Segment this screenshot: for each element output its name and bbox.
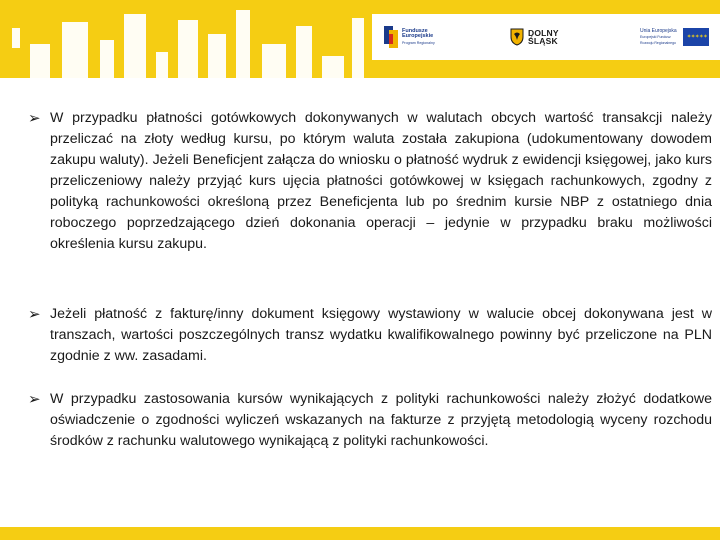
decorative-shape xyxy=(124,14,146,78)
bullet-item xyxy=(28,108,712,255)
ue-logo-line2: Europejski Fundusz xyxy=(640,34,671,39)
decorative-shape xyxy=(208,34,226,78)
bullet-text: W przypadku płatności gotówkowych dokonywanych w walutach obcych wartość transakcji należy przeliczać na złoty według kursu, po którym waluta została zakupiona (udokumentowany dowodem zakupu waluty). Jeżeli Beneficjent załącza do wniosku o płatność wydruk z ewidencji księgowej, jako kurs przeliczeniowy należy przyjąć kurs ujęcia płatności gotówkowej w księgach rachunkowych, zgodny z polityką rachunkowości określoną przez Beneficjenta lub po średnim kursie NBP z ostatniego dnia roboczego poprzedzającego dzień dokonania operacji – jedynie w przypadku braku możliwości określenia kursu zakupu. xyxy=(50,110,712,252)
logo-strip xyxy=(372,14,720,60)
ue-logo-line3: Rozwoju Regionalnego xyxy=(640,40,676,45)
arrow-bullet-icon: ➢ xyxy=(28,391,41,408)
fundusze-europejskie-logo xyxy=(384,14,435,60)
decorative-shape xyxy=(322,56,344,78)
decorative-shape xyxy=(30,44,50,78)
decorative-shape xyxy=(352,18,364,78)
bullet-text: Jeżeli płatność z fakturę/inny dokument księgowy wystawiony w walucie obcej dokonywana jest w transzach, wartości poszczególnych transz wydatku kwalifikowalnego powinny być przeliczone na PLN zgodnie z ww. zasadami. xyxy=(50,306,712,364)
decorative-shape xyxy=(62,22,88,78)
header-banner xyxy=(0,0,720,78)
eu-flag-icon xyxy=(683,28,709,46)
fundusze-logo-icon xyxy=(384,26,398,48)
eu-flag-stars: ✶✶✶✶✶ xyxy=(686,34,708,40)
fundusze-logo-line3: Program Regionalny xyxy=(402,40,435,45)
ue-logo-line1: Unia Europejska xyxy=(640,27,677,34)
decorative-shape xyxy=(236,10,250,78)
decorative-shape xyxy=(12,28,20,48)
footer-bar xyxy=(0,527,720,540)
dolny-slask-crest-icon xyxy=(510,28,524,46)
decorative-shape xyxy=(178,20,198,78)
fundusze-logo-line2: Europejskie xyxy=(402,33,434,40)
decorative-shape xyxy=(296,26,312,78)
bullet-text: W przypadku zastosowania kursów wynikających z polityki rachunkowości należy złożyć dodatkowe oświadczenie o zgodności wyliczeń wskazanych na fakturze z przyjętą metodologią wyceny rozchodu środków z rachunku walutowego wynikającą z polityki rachunkowości. xyxy=(50,391,712,449)
bullet-item xyxy=(28,389,712,452)
bullet-item xyxy=(28,304,712,367)
decorative-shape xyxy=(156,52,168,78)
fundusze-logo-line1: Fundusze xyxy=(402,27,428,34)
decorative-shape xyxy=(262,44,286,78)
unia-europejska-logo xyxy=(640,14,709,60)
arrow-bullet-icon: ➢ xyxy=(28,110,41,127)
dolny-slask-logo xyxy=(510,14,559,60)
decorative-shape xyxy=(100,40,114,78)
dolny-slask-line2: ŚLĄSK xyxy=(528,36,558,46)
dolny-slask-line1: DOLNY xyxy=(528,27,559,38)
arrow-bullet-icon: ➢ xyxy=(28,306,41,323)
